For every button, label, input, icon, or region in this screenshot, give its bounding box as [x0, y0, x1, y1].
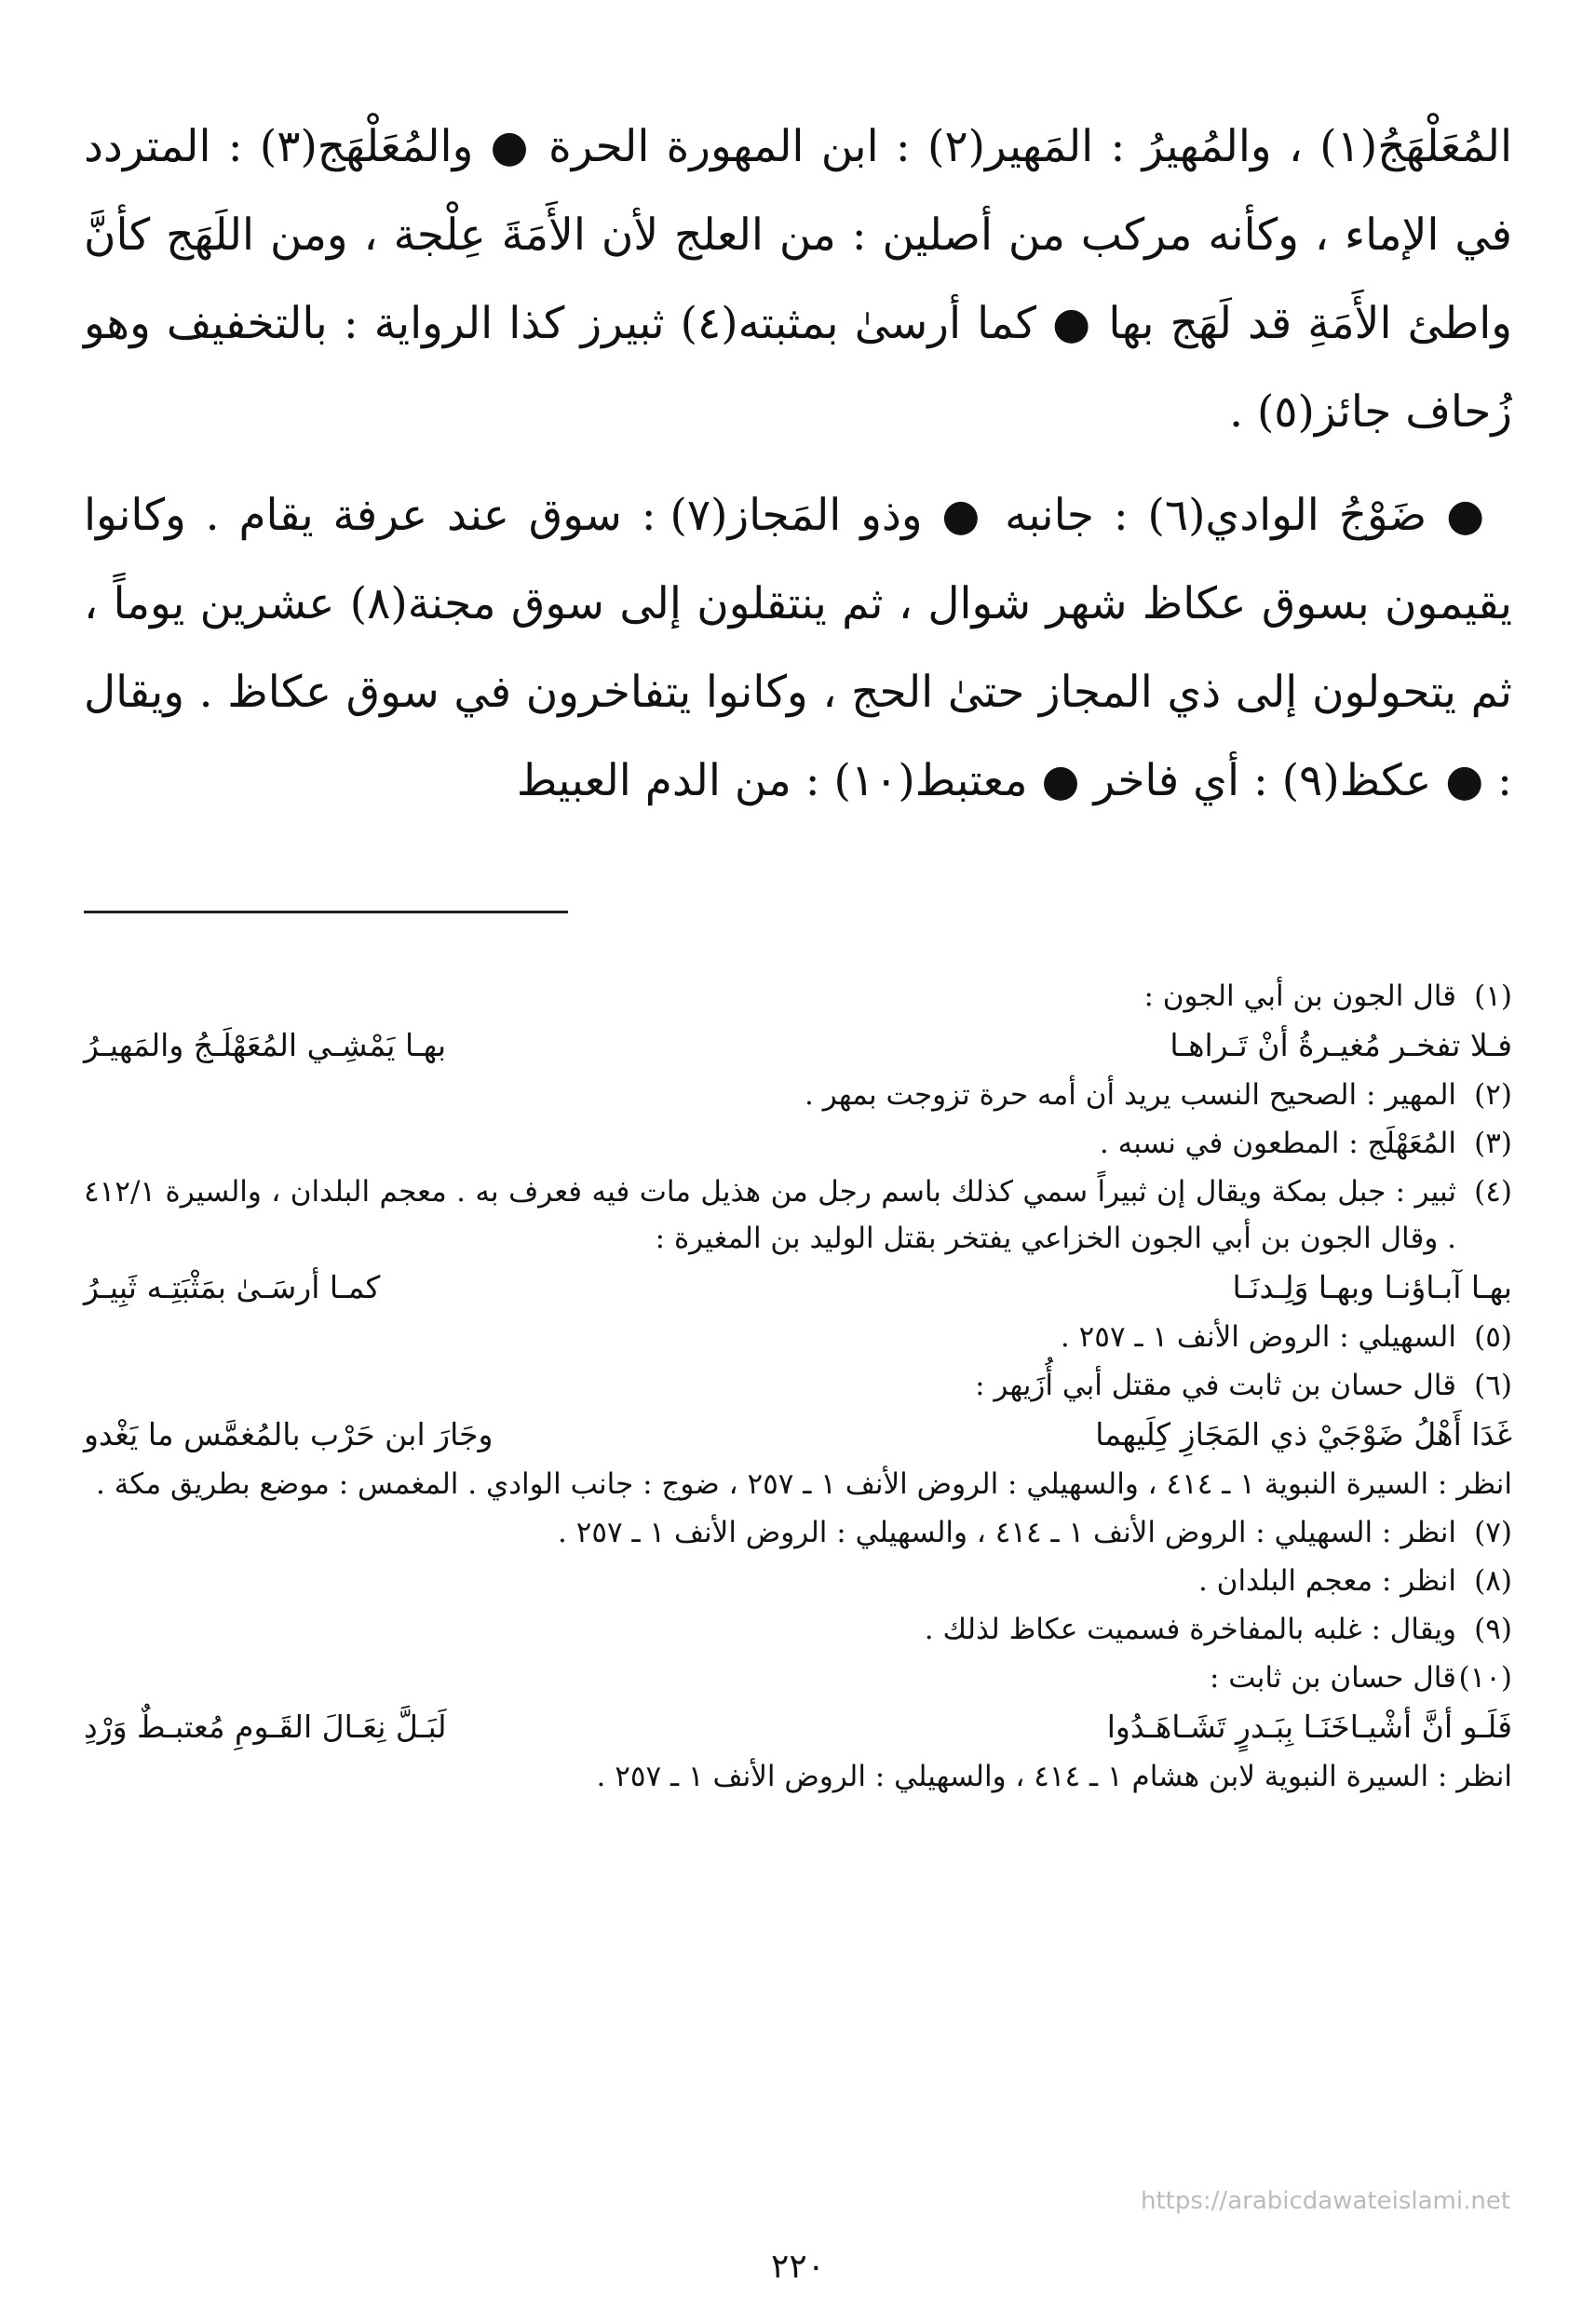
- verse-line: [84, 1411, 1512, 1459]
- verse-hemistich-second: وجَارَ ابن حَرْب بالمُغمَّس ما يَغْدو: [84, 1416, 494, 1453]
- footnote-10: [84, 1655, 1512, 1701]
- footnote-2: [84, 1072, 1512, 1118]
- footnote-number: (٤): [1474, 1175, 1512, 1209]
- footnote-7: [84, 1509, 1512, 1556]
- verse-hemistich-first: غَدَا أَهْلُ ضَوْجَيْ ذي المَجَازِ كِلَيهما: [1095, 1416, 1512, 1453]
- footnote-text: انظر : معجم البلدان .: [1197, 1564, 1456, 1598]
- footnote-divider: [84, 911, 568, 913]
- footnote-number: (٥): [1474, 1320, 1512, 1354]
- verse-hemistich-second: بهـا يَمْشِـي المُعَهْلَـجُ والمَهيـرُ: [84, 1027, 447, 1063]
- footnote-number: (٢): [1474, 1078, 1512, 1112]
- main-text: [84, 102, 1512, 840]
- footnote-number: (٣): [1474, 1127, 1512, 1160]
- watermark-url: https://arabicdawateislami.net: [1141, 2187, 1511, 2215]
- footnote-6-continuation: [84, 1461, 1512, 1507]
- footnote-9: [84, 1606, 1512, 1653]
- verse-hemistich-first: فَلَـو أنَّ أشْيـاخَنَـا بِبَـدرٍ تَشَـاهَـدُوا: [1106, 1709, 1512, 1745]
- footnote-number: (١٠): [1458, 1661, 1512, 1695]
- main-paragraph: ● ضَوْجُ الوادي(٦) : جانبه ● وذو المَجاز(٧) : سوق عند عرفة يقام . وكانوا يقيمون بسوق عكاظ شهر شوال ، ثم ينتقلون إلى سوق مجنة(٨) عشرين يوماً ، ثم يتحولون إلى ذي المجاز حتىٰ الحج ، وكانوا يتفاخرون في سوق عكاظ . ويقال : ● عكظ(٩) : أي فاخر ● معتبط(١٠) : من الدم العبيط: [84, 490, 1513, 806]
- footnote-8: [84, 1558, 1512, 1604]
- footnote-6: [84, 1362, 1512, 1409]
- footnote-number: (٨): [1474, 1564, 1512, 1598]
- verse-hemistich-first: فـلا تفخـر مُغيـرةُ أنْ تَـراهـا: [1170, 1027, 1512, 1063]
- verse-line: [84, 1263, 1512, 1312]
- footnote-text: قال الجون بن أبي الجون :: [1143, 980, 1456, 1013]
- footnote-4: [84, 1169, 1512, 1262]
- footnote-text: انظر : السهيلي : الروض الأنف ١ ـ ٤١٤ ، والسهيلي : الروض الأنف ١ ـ ٢٥٧ .: [557, 1516, 1456, 1549]
- footnote-text: قال حسان بن ثابت في مقتل أبي أُزَيهر :: [975, 1369, 1456, 1402]
- footnote-text: المُعَهْلَج : المطعون في نسبه .: [1099, 1127, 1456, 1160]
- footnote-number: (١): [1474, 980, 1512, 1013]
- verse-hemistich-second: لَبَـلَّ نِعَـالَ القَـومِ مُعتبـطٌ وَرْدِ: [84, 1709, 447, 1745]
- footnote-text: ويقال : غلبه بالمفاخرة فسميت عكاظ لذلك .: [924, 1613, 1456, 1646]
- footnote-text: السهيلي : الروض الأنف ١ ـ ٢٥٧ .: [1060, 1320, 1456, 1354]
- footnotes: [84, 973, 1512, 1802]
- footnote-text: ثبير : جبل بمكة ويقال إن ثبيراً سمي كذلك باسم رجل من هذيل مات فيه فعرف به . معجم البلدان ، والسيرة ٤١٢/١ . وقال الجون بن أبي الجون الخزاعي يفتخر بقتل الوليد بن المغيرة :: [84, 1175, 1456, 1255]
- verse-line: [84, 1021, 1512, 1070]
- footnote-10-continuation: [84, 1753, 1512, 1800]
- footnote-text: انظر : السيرة النبوية لابن هشام ١ ـ ٤١٤ ، والسهيلي : الروض الأنف ١ ـ ٢٥٧ .: [596, 1760, 1512, 1793]
- footnote-1: [84, 973, 1512, 1020]
- page-number: ٢٢٠: [770, 2248, 825, 2286]
- main-paragraph: المُعَلْهَجُ(١) ، والمُهيرُ : المَهير(٢) : ابن المهورة الحرة ● والمُعَلْهَج(٣) : المتردد في الإماء ، وكأنه مركب من أصلين : من العلج لأن الأَمَةَ عِلْجة ، ومن اللَهَج كأنَّ واطئ الأَمَةِ قد لَهَج بها ● كما أرسىٰ بمثبته(٤) ثبيرز كذا الرواية : بالتخفيف وهو زُحاف جائز(٥) .: [84, 121, 1513, 438]
- footnote-3: [84, 1120, 1512, 1167]
- footnote-5: [84, 1314, 1512, 1360]
- verse-hemistich-second: كمـا أرسَـىٰ بمَثْبَتِـه ثَبِيـرُ: [84, 1269, 381, 1305]
- footnote-text: المهير : الصحيح النسب يريد أن أمه حرة تزوجت بمهر .: [805, 1078, 1456, 1112]
- verse-line: [84, 1703, 1512, 1751]
- footnote-text: قال حسان بن ثابت :: [1209, 1661, 1456, 1695]
- footnote-number: (٩): [1474, 1613, 1512, 1646]
- footnote-number: (٧): [1474, 1516, 1512, 1549]
- footnote-text: انظر : السيرة النبوية ١ ـ ٤١٤ ، والسهيلي : الروض الأنف ١ ـ ٢٥٧ ، ضوج : جانب الوادي . المغمس : موضع بطريق مكة .: [96, 1467, 1512, 1501]
- verse-hemistich-first: بهـا آبـاؤنـا وبهـا وَلِـدنَـا: [1232, 1269, 1512, 1305]
- footnote-number: (٦): [1474, 1369, 1512, 1402]
